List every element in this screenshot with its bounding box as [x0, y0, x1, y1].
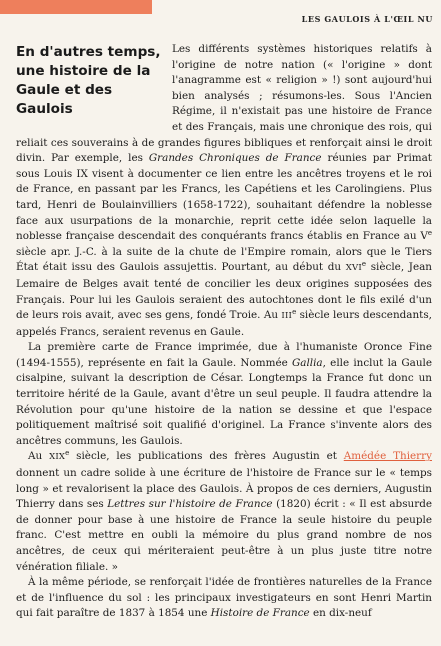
- book-title: Histoire de France: [210, 607, 310, 620]
- century-numeral: XIX: [49, 452, 66, 463]
- superscript: e: [427, 229, 432, 238]
- text-run: réunies par Primat sous Louis IX visent à documenter ce lien entre les ancêtres troyens et le roi de France, en passant par les Francs, les Capétiens et les Carolingiens. Plus tard, Henri de Boulainvilliers (1658-1722), souhaitant défendre la noblesse face aux usurpations de la monarchie, reprit cette idée selon laquelle la noblesse française descendait des conquérants francs établis en France au V: [16, 152, 432, 243]
- superscript: e: [65, 449, 70, 458]
- paragraph-2: [16, 340, 432, 449]
- running-header: LES GAULOIS À L'ŒIL NU: [301, 14, 433, 24]
- book-title: Lettres sur l'histoire de France: [107, 498, 273, 511]
- text-run: siècle leurs descendants, appelés Francs, seraient revenus en Gaule.: [16, 309, 432, 338]
- book-title: Grandes Chroniques de France: [148, 152, 322, 165]
- text-run: (1820) écrit : « Il est absurde de donner pour base à une histoire de France la seule histoire du peuple franc. C'est mettre en oubli la mémoire du plus grand nombre de nos ancêtres, de ceux qui mériteraient peut-être à un plus juste titre notre vénération filiale. »: [16, 498, 432, 573]
- text-run: siècle, les publications des frères Augustin et: [69, 450, 344, 463]
- superscript: e: [361, 260, 367, 269]
- paragraph-4: [16, 575, 432, 622]
- amedee-thierry-link[interactable]: Amédée Thierry: [343, 450, 432, 463]
- text-run: siècle, Jean Lemaire de Belges avait tenté de concilier les deux origines supposées des Français. Pour lui les Gaulois seraient des autochtones dont le fils exilé d'un de leurs rois avait, avec ses gens, fondé Troie. Au: [16, 261, 432, 322]
- text-run: , elle inclut la Gaule cisalpine, suivant la description de César. Longtemps la France fut donc un territoire hérité de la Gaule, avant d'être un seul peuple. Il faudra attendre la Révolution pour qu'une histoire de la nation se dessine et que l'espace politiquement maîtrisé soit qualifié d'originel. La France s'invente alors des ancêtres communs, les Gaulois.: [16, 356, 432, 447]
- text-run: donnent un cadre solide à une écriture de l'histoire de France sur le « temps long » et revalorisent la place des Gaulois. À propos de ces derniers, Augustin Thierry dans ses: [16, 467, 432, 511]
- paragraph-3: [16, 449, 432, 575]
- century-numeral: XVI: [345, 263, 362, 274]
- superscript: e: [292, 308, 297, 317]
- text-run: siècle apr. J.-C. à la suite de la chute de l'Empire romain, alors que le Tiers État était issu des Gaulois assujettis. Pourtant, au début du: [16, 245, 432, 274]
- century-numeral: III: [281, 311, 293, 322]
- text-run: La première carte de France imprimée, due à l'humaniste Oronce Fine (1494-1555), représente en fait la Gaule. Nommée: [16, 341, 432, 369]
- text-run: À la même période, se renforçait l'idée de frontières naturelles de la France et de l'influence du sol : les principaux investigateurs en sont Henri Martin qui fait paraître de 1837 à 1854 une: [16, 576, 432, 620]
- text-run: en dix-neuf: [309, 607, 372, 620]
- text-run: Au: [28, 450, 50, 463]
- article-title: En d'autres temps, une histoire de la Gaule et des Gaulois: [16, 44, 161, 117]
- article: [16, 42, 432, 622]
- text-run: Les différents systèmes historiques relatifs à l'origine de notre nation (« l'origine » dont l'anagramme est « religion » !) sont aujourd'hui bien analysés ; résumons-les. Sous l'Ancien Régime, il n'existait pas une histoire de France et des Français, mais une chronique des rois, qui reliait ces souverains à de grandes figures bibliques et renforçait ainsi le droit divin. Par exemple, les: [16, 43, 432, 165]
- map-title: Gallia: [291, 356, 323, 369]
- header-accent-bar: [0, 0, 152, 14]
